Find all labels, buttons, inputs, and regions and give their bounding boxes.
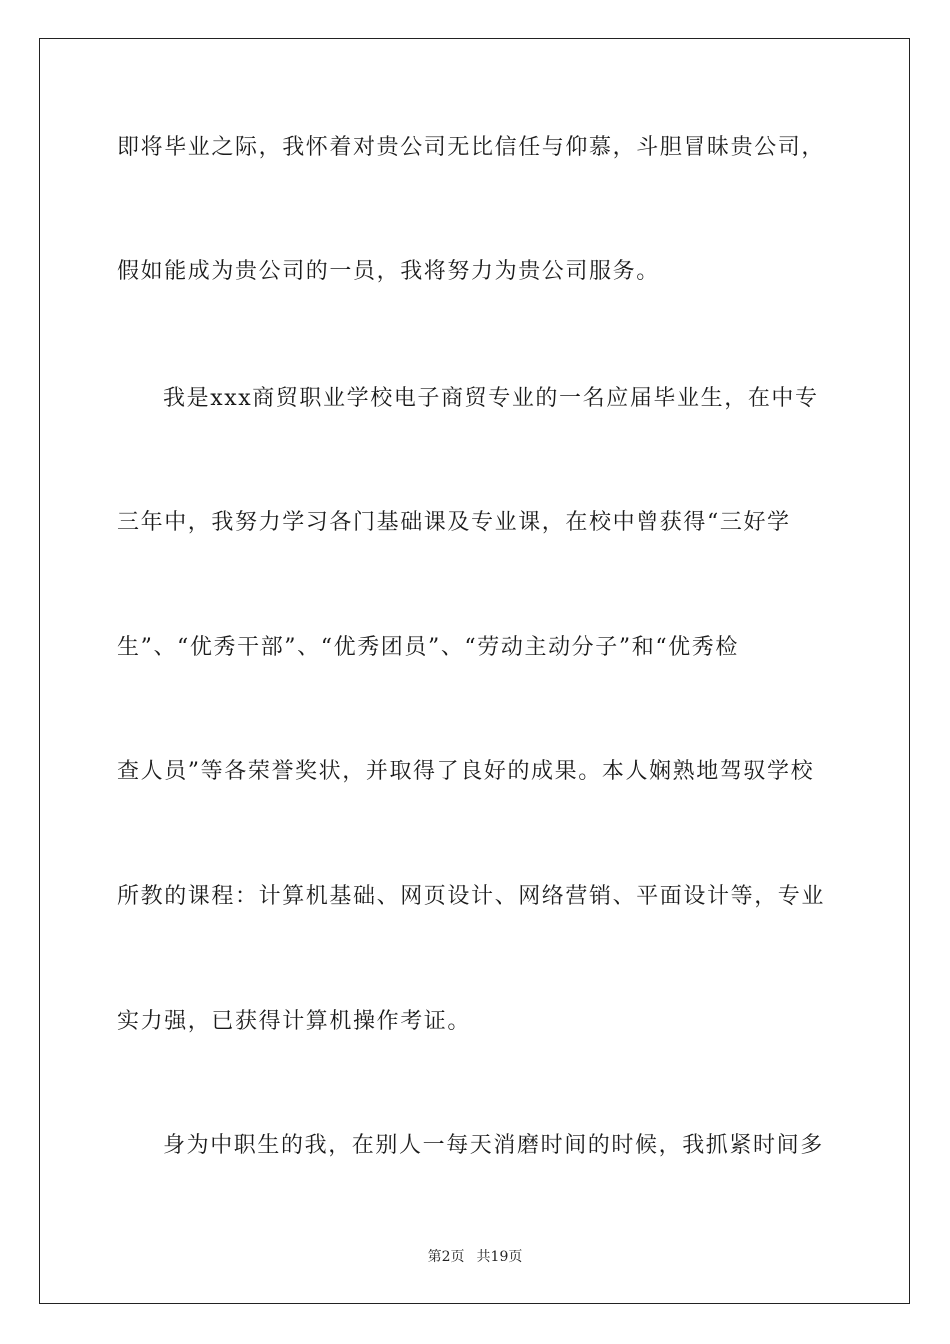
body-line: 即将毕业之际，我怀着对贵公司无比信任与仰慕，斗胆冒昧贵公司， — [117, 135, 826, 160]
body-line: 三年中，我努力学习各门基础课及专业课，在校中曾获得“三好学 — [117, 510, 791, 535]
page-total: 共19页 — [476, 1249, 523, 1265]
paragraph-start-line: 我是xxx商贸职业学校电子商贸专业的一名应届毕业生，在中专 — [163, 386, 819, 411]
page-footer — [0, 1248, 950, 1266]
page-border — [39, 38, 910, 1304]
body-line: 所教的课程：计算机基础、网页设计、网络营销、平面设计等，专业 — [117, 884, 826, 909]
body-line: 生”、“优秀干部”、“优秀团员”、“劳动主动分子”和“优秀检 — [117, 635, 739, 660]
body-line: 实力强，已获得计算机操作考证。 — [117, 1009, 472, 1034]
body-line: 假如能成为贵公司的一员，我将努力为贵公司服务。 — [117, 259, 660, 284]
page-number: 第2页 — [427, 1249, 465, 1265]
body-line: 查人员”等各荣誉奖状，并取得了良好的成果。本人娴熟地驾驭学校 — [117, 759, 815, 784]
paragraph-start-line: 身为中职生的我，在别人一每天消磨时间的时候，我抓紧时间多 — [163, 1133, 824, 1158]
